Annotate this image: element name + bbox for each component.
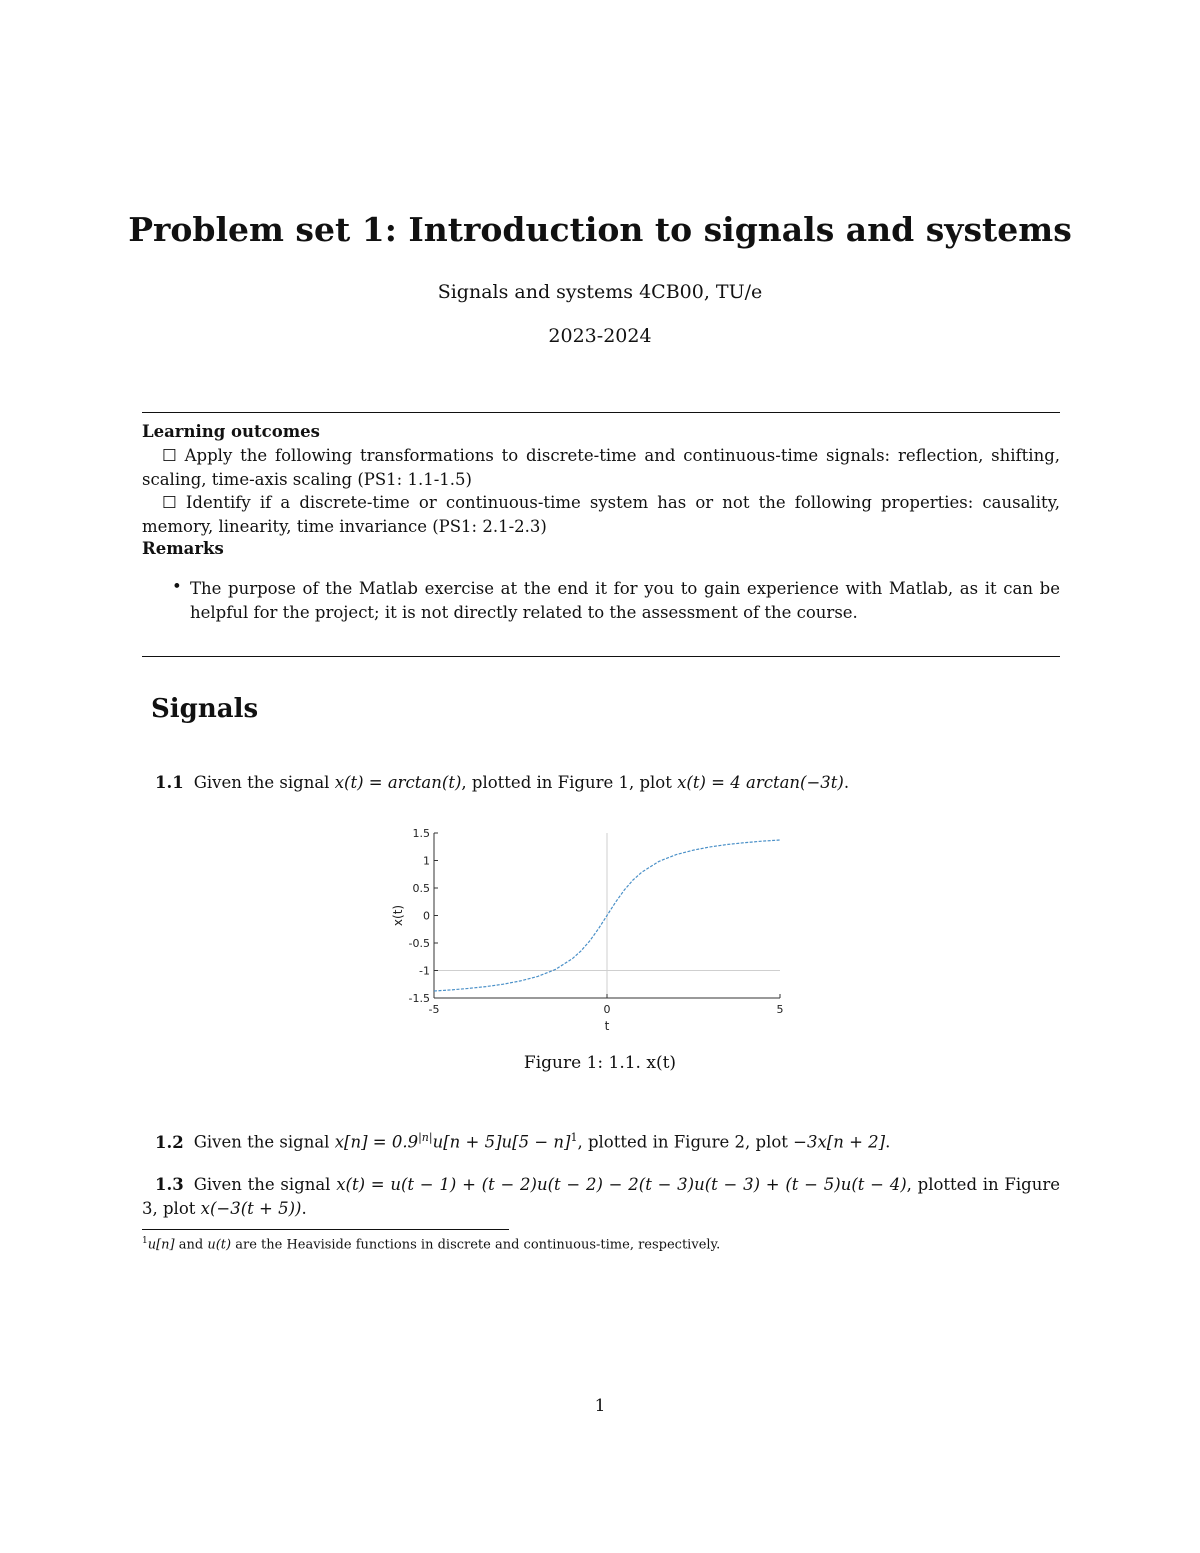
outcome-item: ☐ Apply the following transformations to discrete-time and continuous-time signals: reflection, shifting, scaling, time-axis scaling (PS1: 1.1-1.5) [142, 446, 1060, 489]
problem-number: 1.3 [155, 1175, 184, 1194]
problem-text: . [885, 1132, 891, 1152]
y-axis-label: x(t) [391, 904, 405, 927]
math-expression: u[n] [147, 1237, 175, 1253]
x-tick-label: 0 [603, 1003, 611, 1016]
x-tick-label: 5 [776, 1003, 784, 1016]
problem-1-3 [142, 1173, 1060, 1221]
document-title: Problem set 1: Introduction to signals and systems [128, 210, 1072, 249]
y-tick-label: 0 [423, 909, 430, 923]
problem-1-1 [155, 771, 1073, 795]
math-expression: u(t) [207, 1237, 232, 1253]
x-tick-label: -5 [428, 1003, 440, 1016]
problem-text: , plotted in Figure 1, plot [461, 773, 678, 792]
y-tick-label: 1.5 [412, 827, 430, 840]
problem-number: 1.1 [155, 773, 184, 792]
y-tick-label: -1.5 [408, 992, 430, 1005]
y-tick-label: -1 [419, 964, 430, 978]
problem-text: . [843, 773, 850, 792]
y-tick-label: 1 [423, 854, 430, 868]
y-tick-label: -0.5 [408, 937, 430, 950]
footnote-rule [142, 1229, 509, 1230]
learning-outcomes-heading: Learning outcomes [142, 422, 320, 441]
section-title-signals: Signals [151, 694, 259, 724]
outcome-item: ☐ Identify if a discrete-time or continuous-time system has or not the following properties: causality, memory, linearity, time invariance (PS1: 2.1-2.3) [142, 493, 1060, 536]
problem-text: . [301, 1199, 307, 1218]
footnote-text: are the Heaviside functions in discrete and continuous-time, respectively. [231, 1237, 721, 1253]
problem-number: 1.2 [155, 1132, 184, 1152]
box-bottom-rule [142, 656, 1060, 657]
figure-caption: Figure 1: 1.1. x(t) [523, 1053, 677, 1073]
arctan-plot [380, 815, 810, 1045]
remark-item: The purpose of the Matlab exercise at the end it for you to gain experience with Matlab, as it can be helpful for the project; it is not directly related to the assessment of the course. [190, 579, 1060, 622]
bullet-icon: • [172, 577, 182, 596]
remarks-heading: Remarks [142, 539, 224, 558]
problem-text: , plotted in Figure 3, plot [142, 1175, 1060, 1218]
footnote-text: and [174, 1237, 208, 1253]
problem-text: Given the signal [193, 1132, 335, 1152]
problem-text: , plotted in Figure 2, plot [577, 1132, 794, 1152]
page-number: 1 [594, 1396, 606, 1416]
math-exponent: |n| [418, 1131, 433, 1144]
course-subtitle: Signals and systems 4CB00, TU/e [437, 281, 763, 303]
math-expression: x(t) = 4 arctan(−3t) [677, 773, 844, 792]
footnote [142, 1236, 720, 1252]
academic-year: 2023-2024 [548, 325, 652, 347]
problem-text: Given the signal [193, 773, 335, 792]
math-expression: x[n] = 0.9 [334, 1132, 419, 1152]
y-tick-label: 0.5 [412, 882, 430, 895]
box-top-rule [142, 412, 1060, 413]
math-expression: u[n + 5]u[5 − n] [432, 1132, 571, 1152]
problem-text: Given the signal [193, 1175, 337, 1194]
math-expression: −3x[n + 2] [793, 1132, 886, 1152]
problem-1-2 [155, 1126, 1073, 1155]
math-expression: x(−3(t + 5)) [200, 1199, 302, 1218]
math-expression: x(t) = u(t − 1) + (t − 2)u(t − 2) − 2(t − 3)u(t − 3) + (t − 5)u(t − 4) [336, 1175, 907, 1194]
footnote-reference[interactable]: 1 [570, 1131, 578, 1144]
math-expression: x(t) = arctan(t) [334, 773, 462, 792]
x-axis-label: t [604, 1019, 610, 1033]
footnote-mark: 1 [142, 1236, 148, 1246]
